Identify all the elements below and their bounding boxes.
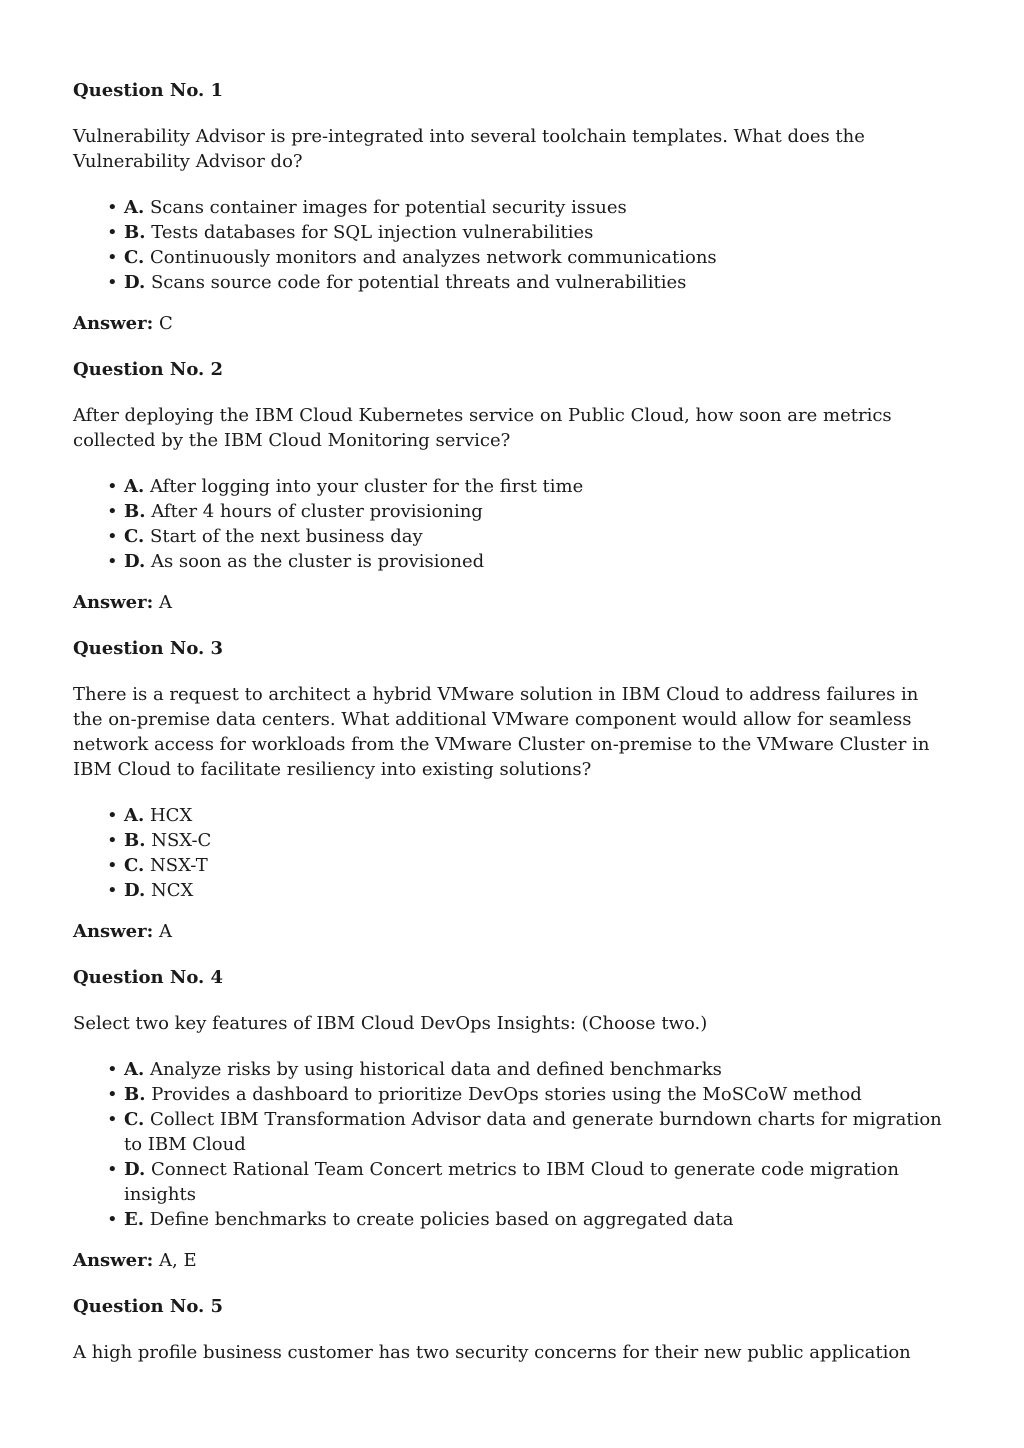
answer-line bbox=[73, 919, 951, 944]
bullet-icon: • bbox=[107, 476, 118, 497]
option-item bbox=[107, 878, 951, 903]
options-list bbox=[73, 1057, 951, 1232]
option-text: Scans source code for potential threats and vulnerabilities bbox=[150, 272, 687, 293]
bullet-icon: • bbox=[107, 1159, 118, 1180]
answer-label: Answer: bbox=[73, 1250, 154, 1271]
options-list bbox=[73, 474, 951, 574]
bullet-icon: • bbox=[107, 830, 118, 851]
bullet-icon: • bbox=[107, 501, 118, 522]
bullet-icon: • bbox=[107, 1084, 118, 1105]
option-letter: C. bbox=[124, 526, 145, 547]
option-text: Scans container images for potential security issues bbox=[149, 197, 627, 218]
bullet-icon: • bbox=[107, 551, 118, 572]
question-3 bbox=[73, 636, 951, 944]
option-letter: D. bbox=[124, 272, 146, 293]
option-text: After logging into your cluster for the first time bbox=[149, 476, 584, 497]
option-text: NCX bbox=[150, 880, 194, 901]
answer-line bbox=[73, 1248, 951, 1273]
option-text: Connect Rational Team Concert metrics to IBM Cloud to generate code migration insights bbox=[124, 1159, 899, 1205]
question-text: There is a request to architect a hybrid VMware solution in IBM Cloud to address failures in the on-premise data centers. What additional VMware component would allow for seamless network access for workloads from the VMware Cluster on-premise to the VMware Cluster in IBM Cloud to facilitate resiliency into existing solutions? bbox=[73, 684, 930, 780]
answer-label: Answer: bbox=[73, 921, 154, 942]
option-item bbox=[107, 220, 951, 245]
option-item bbox=[107, 1057, 951, 1082]
bullet-icon: • bbox=[107, 272, 118, 293]
option-text: NSX-T bbox=[150, 855, 208, 876]
option-letter: C. bbox=[124, 1109, 145, 1130]
bullet-icon: • bbox=[107, 1209, 118, 1230]
answer-value: C bbox=[159, 313, 173, 334]
bullet-icon: • bbox=[107, 247, 118, 268]
bullet-icon: • bbox=[107, 526, 118, 547]
option-item bbox=[107, 1107, 951, 1157]
option-letter: B. bbox=[124, 830, 146, 851]
bullet-icon: • bbox=[107, 1059, 118, 1080]
options-list bbox=[73, 803, 951, 903]
option-letter: A. bbox=[124, 1059, 145, 1080]
option-letter: C. bbox=[124, 855, 145, 876]
answer-line bbox=[73, 590, 951, 615]
option-item bbox=[107, 1207, 951, 1232]
question-text: A high profile business customer has two security concerns for their new public application bbox=[73, 1342, 911, 1363]
question-text: Select two key features of IBM Cloud DevOps Insights: (Choose two.) bbox=[73, 1013, 708, 1034]
option-letter: C. bbox=[124, 247, 145, 268]
option-item bbox=[107, 245, 951, 270]
bullet-icon: • bbox=[107, 880, 118, 901]
question-text: After deploying the IBM Cloud Kubernetes service on Public Cloud, how soon are metrics collected by the IBM Cloud Monitoring service? bbox=[73, 405, 892, 451]
answer-line bbox=[73, 311, 951, 336]
option-text: Continuously monitors and analyzes network communications bbox=[150, 247, 717, 268]
answer-value: A, E bbox=[159, 1250, 197, 1271]
option-text: Provides a dashboard to prioritize DevOps stories using the MoSCoW method bbox=[151, 1084, 862, 1105]
question-2 bbox=[73, 357, 951, 615]
option-item bbox=[107, 270, 951, 295]
bullet-icon: • bbox=[107, 222, 118, 243]
option-text: After 4 hours of cluster provisioning bbox=[151, 501, 483, 522]
question-heading: Question No. 2 bbox=[73, 359, 224, 380]
question-heading: Question No. 3 bbox=[73, 638, 224, 659]
option-text: HCX bbox=[149, 805, 193, 826]
option-letter: A. bbox=[124, 197, 145, 218]
question-4 bbox=[73, 965, 951, 1273]
option-letter: D. bbox=[124, 880, 146, 901]
option-letter: B. bbox=[124, 1084, 146, 1105]
answer-value: A bbox=[159, 592, 172, 613]
option-letter: A. bbox=[124, 476, 145, 497]
question-heading: Question No. 4 bbox=[73, 967, 224, 988]
option-item bbox=[107, 853, 951, 878]
option-letter: D. bbox=[124, 1159, 146, 1180]
option-text: Tests databases for SQL injection vulnerabilities bbox=[151, 222, 594, 243]
question-5 bbox=[73, 1294, 951, 1365]
option-letter: D. bbox=[124, 551, 146, 572]
option-letter: B. bbox=[124, 501, 146, 522]
question-text: Vulnerability Advisor is pre-integrated into several toolchain templates. What does the Vulnerability Advisor do? bbox=[73, 126, 865, 172]
option-letter: E. bbox=[124, 1209, 144, 1230]
bullet-icon: • bbox=[107, 855, 118, 876]
option-text: Analyze risks by using historical data and defined benchmarks bbox=[149, 1059, 722, 1080]
option-item bbox=[107, 195, 951, 220]
option-item bbox=[107, 474, 951, 499]
option-letter: B. bbox=[124, 222, 146, 243]
question-heading: Question No. 1 bbox=[73, 80, 224, 101]
option-item bbox=[107, 1157, 951, 1207]
option-text: Start of the next business day bbox=[150, 526, 423, 547]
option-text: As soon as the cluster is provisioned bbox=[150, 551, 485, 572]
option-text: Define benchmarks to create policies based on aggregated data bbox=[149, 1209, 734, 1230]
bullet-icon: • bbox=[107, 805, 118, 826]
bullet-icon: • bbox=[107, 1109, 118, 1130]
option-text: Collect IBM Transformation Advisor data and generate burndown charts for migration to IBM Cloud bbox=[124, 1109, 942, 1155]
option-item bbox=[107, 524, 951, 549]
option-item bbox=[107, 1082, 951, 1107]
answer-label: Answer: bbox=[73, 313, 154, 334]
option-item bbox=[107, 828, 951, 853]
option-item bbox=[107, 499, 951, 524]
question-1 bbox=[73, 78, 951, 336]
bullet-icon: • bbox=[107, 197, 118, 218]
option-item bbox=[107, 549, 951, 574]
option-item bbox=[107, 803, 951, 828]
options-list bbox=[73, 195, 951, 295]
option-letter: A. bbox=[124, 805, 145, 826]
question-heading: Question No. 5 bbox=[73, 1296, 224, 1317]
answer-label: Answer: bbox=[73, 592, 154, 613]
answer-value: A bbox=[159, 921, 172, 942]
option-text: NSX-C bbox=[151, 830, 212, 851]
